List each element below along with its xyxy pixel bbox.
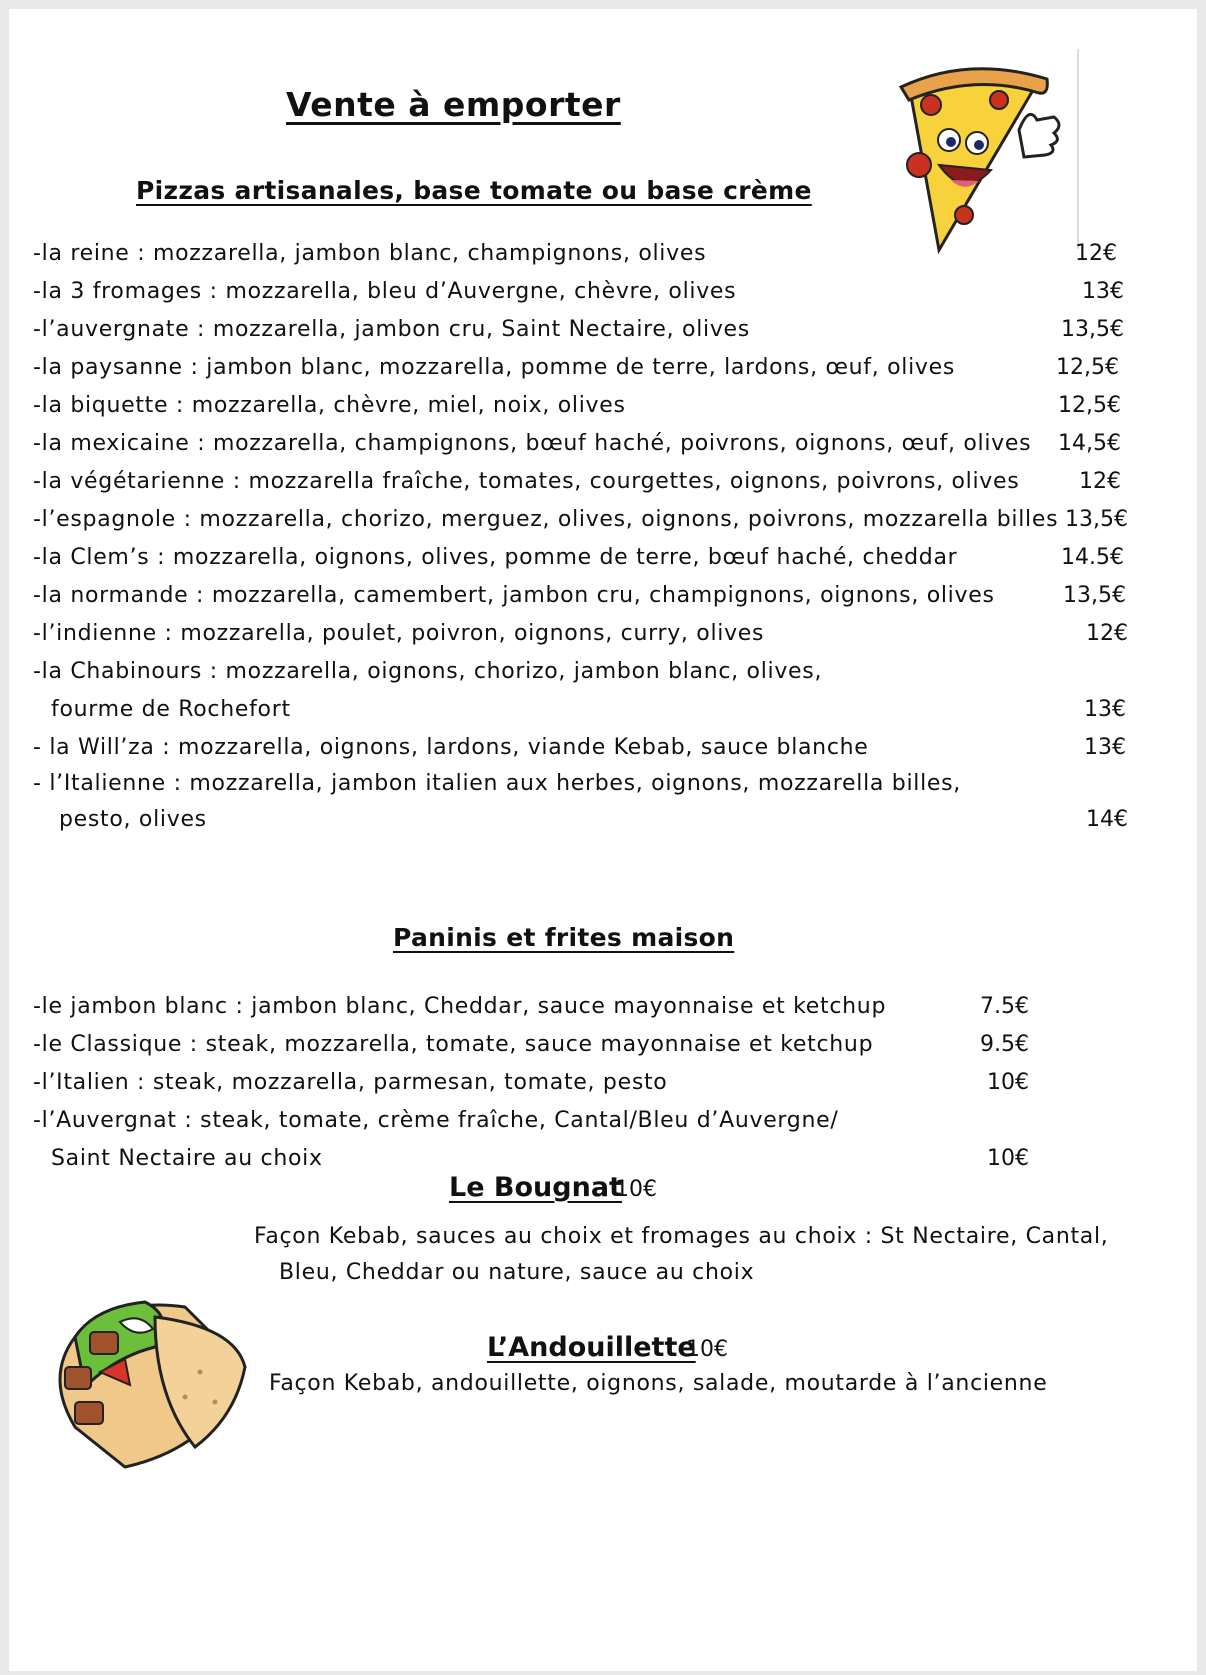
item-price: 10€ — [987, 1146, 1029, 1171]
list-item: - la Will’za : mozzarella, oignons, lardons, viande Kebab, sauce blanche — [33, 735, 869, 760]
list-item: -la biquette : mozzarella, chèvre, miel, noix, olives — [33, 393, 626, 418]
bougnat-description-continued: Bleu, Cheddar ou nature, sauce au choix — [279, 1260, 755, 1285]
list-item: -le Classique : steak, mozzarella, tomate, sauce mayonnaise et ketchup — [33, 1032, 874, 1057]
item-price: 14,5€ — [1058, 431, 1121, 456]
list-item: -l’Auvergnat : steak, tomate, crème fraîche, Cantal/Bleu d’Auvergne/ — [33, 1108, 839, 1133]
list-item: -la Clem’s : mozzarella, oignons, olives, pomme de terre, bœuf haché, cheddar — [33, 545, 958, 570]
list-item: -l’indienne : mozzarella, poulet, poivron, oignons, curry, olives — [33, 621, 765, 646]
list-item: - l’Italienne : mozzarella, jambon italien aux herbes, oignons, mozzarella billes, — [33, 771, 961, 796]
list-item: -la normande : mozzarella, camembert, jambon cru, champignons, oignons, olives — [33, 583, 995, 608]
menu-page — [9, 9, 1197, 1671]
bougnat-price: 10€ — [615, 1177, 657, 1202]
list-item-continuation: pesto, olives — [59, 807, 207, 832]
bougnat-title: Le Bougnat — [449, 1172, 622, 1203]
item-price: 9.5€ — [980, 1032, 1029, 1057]
list-item: -l’auvergnate : mozzarella, jambon cru, Saint Nectaire, olives — [33, 317, 750, 342]
list-item: -la végétarienne : mozzarella fraîche, tomates, courgettes, oignons, poivrons, olives — [33, 469, 1020, 494]
page-title: Vente à emporter — [286, 85, 621, 124]
item-price: 13,5€ — [1065, 507, 1128, 532]
item-price: 12€ — [1079, 469, 1121, 494]
item-price: 13,5€ — [1063, 583, 1126, 608]
list-item: -l’espagnole : mozzarella, chorizo, merguez, olives, oignons, poivrons, mozzarella billes — [33, 507, 1059, 532]
list-item: -la reine : mozzarella, jambon blanc, champignons, olives — [33, 241, 707, 266]
paninis-heading: Paninis et frites maison — [393, 923, 735, 952]
item-price: 13,5€ — [1061, 317, 1124, 342]
item-price: 12€ — [1075, 241, 1117, 266]
item-price: 12,5€ — [1056, 355, 1119, 380]
list-item-continuation: Saint Nectaire au choix — [51, 1146, 323, 1171]
item-price: 13€ — [1084, 735, 1126, 760]
andouillette-title: L’Andouillette — [487, 1332, 696, 1363]
item-price: 12€ — [1086, 621, 1128, 646]
pizzas-heading: Pizzas artisanales, base tomate ou base crème — [136, 176, 812, 205]
kebab-illustration — [35, 1277, 265, 1477]
andouillette-price: 10€ — [686, 1337, 728, 1362]
list-item: -la paysanne : jambon blanc, mozzarella, pomme de terre, lardons, œuf, olives — [33, 355, 956, 380]
list-item: -le jambon blanc : jambon blanc, Cheddar, sauce mayonnaise et ketchup — [33, 994, 887, 1019]
list-item: -la mexicaine : mozzarella, champignons, bœuf haché, poivrons, oignons, œuf, olives — [33, 431, 1032, 456]
item-price: 14€ — [1086, 807, 1128, 832]
item-price: 10€ — [987, 1070, 1029, 1095]
pizza-mascot-illustration — [879, 45, 1079, 255]
item-price: 14.5€ — [1061, 545, 1124, 570]
bougnat-description: Façon Kebab, sauces au choix et fromages au choix : St Nectaire, Cantal, — [254, 1224, 1109, 1249]
list-item: -l’Italien : steak, mozzarella, parmesan, tomate, pesto — [33, 1070, 668, 1095]
item-price: 13€ — [1084, 697, 1126, 722]
list-item-continuation: fourme de Rochefort — [51, 697, 291, 722]
list-item: -la Chabinours : mozzarella, oignons, chorizo, jambon blanc, olives, — [33, 659, 823, 684]
andouillette-description: Façon Kebab, andouillette, oignons, salade, moutarde à l’ancienne — [269, 1371, 1048, 1396]
item-price: 7.5€ — [980, 994, 1029, 1019]
item-price: 12,5€ — [1058, 393, 1121, 418]
item-price: 13€ — [1082, 279, 1124, 304]
list-item: -la 3 fromages : mozzarella, bleu d’Auvergne, chèvre, olives — [33, 279, 737, 304]
